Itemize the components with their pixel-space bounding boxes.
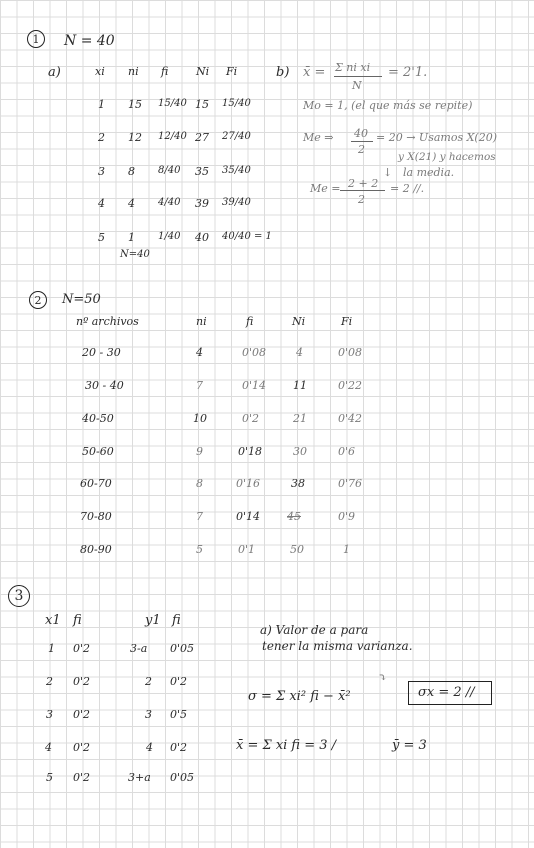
s1-r2-fi: 12/40 (158, 131, 187, 142)
s1-me-rhs: = 2 //. (390, 182, 425, 195)
s3-x-r5: 5 (46, 771, 53, 784)
s2-r4-Fi: 0'6 (338, 445, 356, 458)
s1-r1-Fi: 15/40 (222, 98, 251, 109)
s1-header-ni: ni (128, 65, 139, 78)
s1-median-note1: y X(21) y hacemos (398, 151, 496, 163)
s3-sigma-formula: σ = Σ xi² fi − x̄² (248, 689, 351, 704)
s2-r7-Ni: 50 (290, 543, 304, 556)
s2-header-archivos: nº archivos (76, 315, 139, 328)
s2-r1-class: 20 - 30 (82, 346, 121, 359)
s1-r5-fi: 1/40 (158, 231, 181, 242)
s3-x-r1: 1 (48, 642, 55, 655)
s2-r5-ni: 8 (196, 477, 203, 490)
s1-r3-Ni: 35 (195, 165, 209, 178)
s2-n-label: N=50 (62, 292, 101, 307)
s3-fy-r1: 0'05 (170, 642, 195, 655)
s1-r4-ni: 4 (128, 197, 135, 210)
s2-r4-ni: 9 (196, 445, 203, 458)
s1-r3-ni: 8 (128, 165, 135, 178)
s3-fx-r1: 0'2 (73, 642, 91, 655)
s3-x-r2: 2 (46, 675, 53, 688)
s2-r2-Ni: 11 (293, 379, 307, 392)
s1-r5-Ni: 40 (195, 231, 209, 244)
s3-fy-r3: 0'5 (170, 708, 188, 721)
s1-r2-ni: 12 (128, 131, 142, 144)
s2-r4-Ni: 30 (293, 445, 307, 458)
s1-mean-num: Σ ni xi (335, 61, 371, 74)
s2-r3-Ni: 21 (293, 412, 307, 425)
s2-r7-fi: 0'1 (238, 543, 256, 556)
s1-part-a: a) (48, 65, 61, 80)
s2-r4-class: 50-60 (82, 445, 114, 458)
s1-me-frac-line (340, 190, 385, 191)
s2-r2-class: 30 - 40 (85, 379, 124, 392)
s3-fx-r4: 0'2 (73, 741, 91, 754)
s3-header-fi-x: fi (73, 613, 82, 628)
s1-r1-fi: 15/40 (158, 98, 187, 109)
s2-r1-Fi: 0'08 (338, 346, 363, 359)
s1-r2-Fi: 27/40 (222, 131, 251, 142)
s3-fx-r5: 0'2 (73, 771, 91, 784)
s3-header-y1: y1 (145, 613, 161, 628)
s3-fy-r4: 0'2 (170, 741, 188, 754)
s1-header-Ni: Ni (196, 65, 210, 78)
s2-r2-Fi: 0'22 (338, 379, 363, 392)
section-3-number: 3 (8, 585, 30, 607)
s1-mean-lhs: x̄ = (303, 65, 326, 80)
s2-r3-ni: 10 (193, 412, 207, 425)
s3-ybar: ȳ = 3 (392, 738, 427, 753)
s3-fx-r2: 0'2 (73, 675, 91, 688)
s3-y-r5: 3+a (128, 771, 151, 784)
s2-r6-Ni: 45 (287, 510, 301, 523)
s3-y-r3: 3 (145, 708, 152, 721)
s3-x-r3: 3 (46, 708, 53, 721)
s1-mean-frac-line (334, 76, 382, 77)
s1-mode: Mo = 1, (el que más se repite) (303, 99, 473, 112)
s2-r6-Fi: 0'9 (338, 510, 356, 523)
s2-r5-fi: 0'16 (236, 477, 261, 490)
s2-r6-fi: 0'14 (236, 510, 261, 523)
s1-r3-Fi: 35/40 (222, 165, 251, 176)
s2-r5-Ni: 38 (291, 477, 305, 490)
s1-r5-Fi: 40/40 = 1 (222, 231, 272, 242)
s1-median-note2: la media. (403, 166, 455, 179)
s1-r4-Fi: 39/40 (222, 197, 251, 208)
s3-fy-r5: 0'05 (170, 771, 195, 784)
s1-header-Fi: Fi (226, 65, 238, 78)
s3-sigma-result: σx = 2 // (418, 685, 475, 700)
s3-x-r4: 4 (45, 741, 52, 754)
s2-r6-class: 70-80 (80, 510, 112, 523)
section-2-number: 2 (29, 291, 47, 309)
s2-r3-fi: 0'2 (242, 412, 260, 425)
s2-r1-fi: 0'08 (242, 346, 267, 359)
s2-r1-ni: 4 (196, 346, 203, 359)
s1-median-frac-line (351, 141, 373, 142)
s1-median-num: 40 (354, 127, 368, 140)
s2-header-Ni: Ni (292, 315, 306, 328)
s2-r7-ni: 5 (196, 543, 203, 556)
s1-median-lhs: Me ⇒ (303, 131, 334, 144)
s1-n-label: N = 40 (64, 33, 115, 49)
s2-r2-fi: 0'14 (242, 379, 267, 392)
s2-header-fi: fi (246, 315, 254, 328)
s1-header-fi: fi (161, 65, 169, 78)
s3-y-r4: 4 (146, 741, 153, 754)
s3-header-x1: x1 (45, 613, 61, 628)
s3-y-r1: 3-a (130, 642, 148, 655)
s2-r7-Fi: 1 (343, 543, 350, 556)
s1-part-b: b) (276, 65, 290, 80)
s3-header-fi-y: fi (172, 613, 181, 628)
s2-r3-class: 40-50 (82, 412, 114, 425)
s1-r1-xi: 1 (98, 98, 105, 111)
s1-me-lhs: Me = (310, 182, 341, 195)
s2-r4-fi: 0'18 (238, 445, 263, 458)
s2-header-Fi: Fi (341, 315, 353, 328)
s2-r3-Fi: 0'42 (338, 412, 363, 425)
s2-r5-class: 60-70 (80, 477, 112, 490)
s3-xbar-formula: x̄ = Σ xi fi = 3 / (236, 738, 337, 753)
s2-r6-ni: 7 (196, 510, 203, 523)
s3-fx-r3: 0'2 (73, 708, 91, 721)
s2-header-ni: ni (196, 315, 207, 328)
s1-r5-xi: 5 (98, 231, 105, 244)
s1-r1-ni: 15 (128, 98, 142, 111)
s1-n-total: N=40 (120, 249, 150, 260)
s1-r3-fi: 8/40 (158, 165, 181, 176)
s1-header-xi: xi (95, 65, 105, 78)
s1-r4-fi: 4/40 (158, 197, 181, 208)
s3-a-title-1: a) Valor de a para (260, 623, 369, 637)
s1-r1-Ni: 15 (195, 98, 209, 111)
s1-r5-ni: 1 (128, 231, 135, 244)
s3-curved-arrow: ⤵ (378, 671, 388, 684)
s1-median-rhs: = 20 → Usamos X(20) (376, 131, 497, 144)
s2-r5-Fi: 0'76 (338, 477, 363, 490)
s1-r3-xi: 3 (98, 165, 105, 178)
s3-fy-r2: 0'2 (170, 675, 188, 688)
s3-y-r2: 2 (145, 675, 152, 688)
s1-me-num: 2 + 2 (348, 177, 379, 190)
s1-r4-Ni: 39 (195, 197, 209, 210)
s1-arrow-down: ↓ (383, 166, 393, 179)
s1-me-den: 2 (358, 193, 365, 206)
s1-r4-xi: 4 (98, 197, 105, 210)
s1-mean-den: N (352, 79, 362, 92)
s1-mean-value: = 2'1. (388, 65, 428, 80)
s1-median-den: 2 (358, 143, 365, 156)
s1-r2-xi: 2 (98, 131, 105, 144)
section-1-number: 1 (27, 30, 45, 48)
s3-a-title-2: tener la misma varianza. (262, 639, 413, 653)
s2-r7-class: 80-90 (80, 543, 112, 556)
s2-r1-Ni: 4 (296, 346, 303, 359)
s2-r2-ni: 7 (196, 379, 203, 392)
s1-r2-Ni: 27 (195, 131, 209, 144)
